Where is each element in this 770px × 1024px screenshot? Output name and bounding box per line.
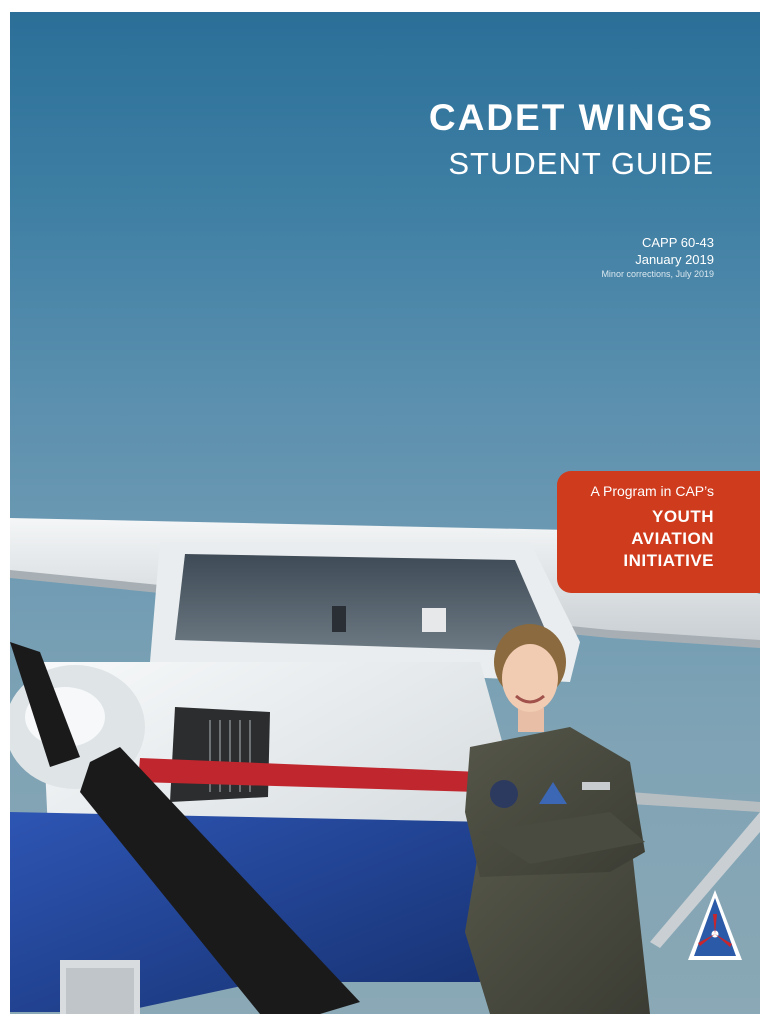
revision-note: Minor corrections, July 2019	[601, 269, 714, 279]
publication-date: January 2019	[635, 252, 714, 267]
badge-line-initiative: INITIATIVE	[623, 551, 714, 570]
cadet-person	[465, 624, 650, 1014]
publication-info	[601, 234, 714, 281]
program-badge	[557, 471, 760, 593]
badge-line-youth: YOUTH	[652, 507, 714, 526]
document-subtitle: STUDENT GUIDE	[448, 146, 714, 181]
document-title: CADET WINGS	[428, 97, 714, 138]
windshield	[175, 554, 555, 652]
cap-triangle-propeller-icon	[686, 888, 744, 962]
badge-intro: A Program in CAP’s	[590, 483, 714, 499]
cover-page	[10, 12, 760, 1014]
title-block	[429, 96, 714, 184]
publication-id: CAPP 60-43	[641, 235, 714, 250]
badge-line-aviation: AVIATION	[631, 529, 714, 548]
